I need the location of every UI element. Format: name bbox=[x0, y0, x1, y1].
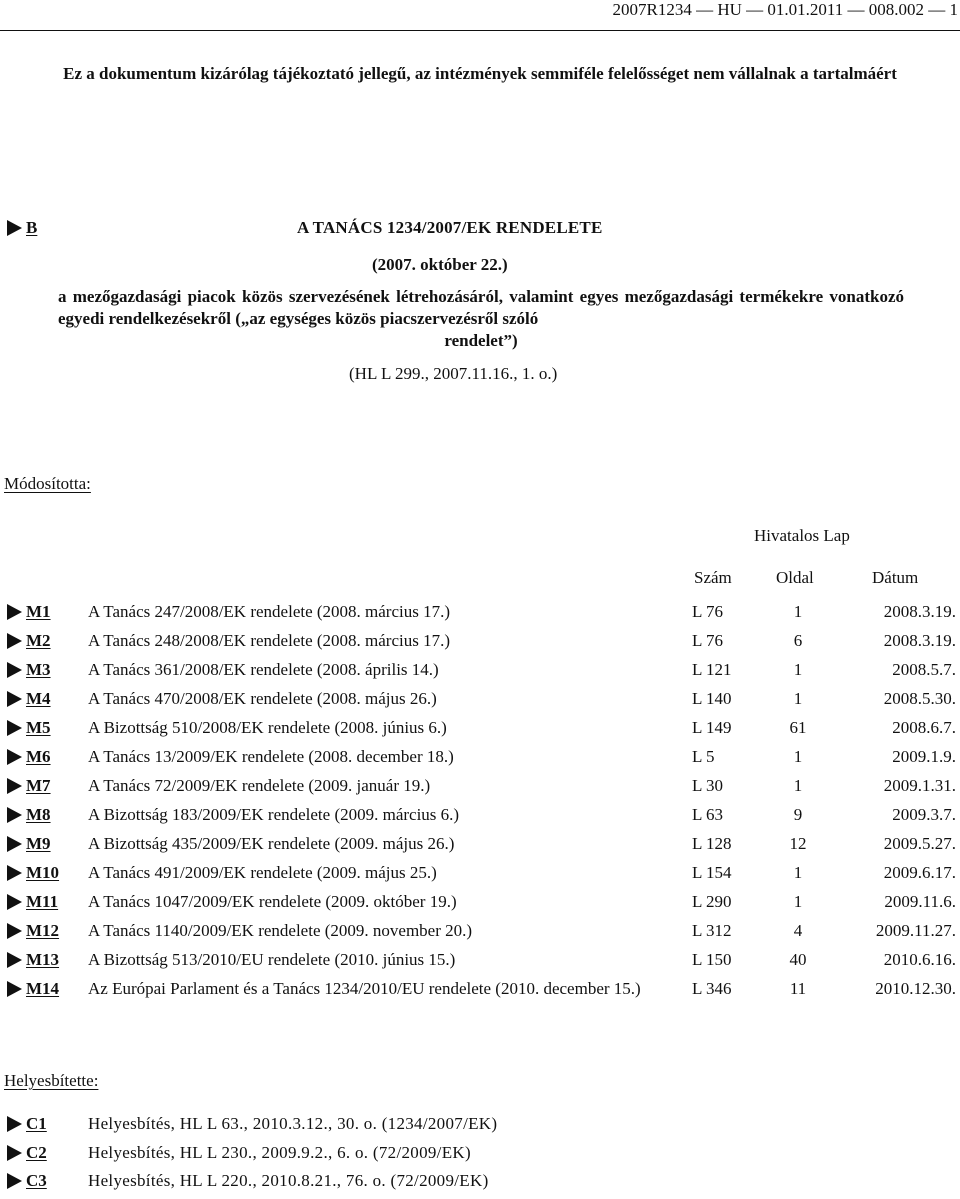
oj-number: L 312 bbox=[692, 921, 732, 940]
oj-number: L 290 bbox=[692, 892, 732, 911]
amendment-marker[interactable] bbox=[7, 834, 51, 854]
amendment-description: A Tanács 361/2008/EK rendelete (2008. április 14.) bbox=[88, 660, 439, 679]
oj-date: 2009.11.27. bbox=[875, 921, 956, 940]
pointer-triangle-icon bbox=[7, 952, 22, 968]
amendment-marker[interactable] bbox=[7, 863, 59, 883]
oj-number: L 150 bbox=[692, 950, 732, 969]
oj-page: 12 bbox=[789, 834, 807, 853]
correction-marker[interactable] bbox=[7, 1143, 47, 1163]
oj-number: L 30 bbox=[692, 776, 724, 795]
amendment-marker[interactable] bbox=[7, 892, 58, 912]
oj-number: L 76 bbox=[692, 602, 724, 621]
amendment-row bbox=[0, 892, 960, 920]
oj-number: L 154 bbox=[692, 863, 732, 882]
marker-code: M2 bbox=[26, 631, 51, 650]
oj-number: L 63 bbox=[692, 805, 724, 824]
oj-number: L 76 bbox=[692, 631, 724, 650]
amendment-marker[interactable] bbox=[7, 747, 51, 767]
amendment-marker[interactable] bbox=[7, 979, 59, 999]
oj-number: L 346 bbox=[692, 979, 732, 998]
oj-page: 1 bbox=[793, 776, 803, 795]
amended-by-label: Módosította: bbox=[4, 474, 91, 493]
pointer-triangle-icon bbox=[7, 720, 22, 736]
amendment-description: A Tanács 72/2009/EK rendelete (2009. január 19.) bbox=[88, 776, 431, 795]
correction-marker[interactable] bbox=[7, 1114, 47, 1134]
oj-page: 4 bbox=[793, 921, 803, 940]
marker-code: M14 bbox=[26, 979, 60, 998]
act-title: A TANÁCS 1234/2007/EK RENDELETE bbox=[297, 218, 603, 237]
pointer-triangle-icon bbox=[7, 662, 22, 678]
amendment-row bbox=[0, 921, 960, 949]
amendment-row bbox=[0, 718, 960, 746]
amendment-marker[interactable] bbox=[7, 602, 51, 622]
amendment-row bbox=[0, 805, 960, 833]
marker-b[interactable] bbox=[7, 218, 37, 238]
amendment-row bbox=[0, 747, 960, 775]
oj-page: 6 bbox=[793, 631, 803, 650]
official-journal-reference: (HL L 299., 2007.11.16., 1. o.) bbox=[349, 364, 558, 383]
amendment-description: A Bizottság 510/2008/EK rendelete (2008. június 6.) bbox=[88, 718, 447, 737]
act-subtitle-main: a mezőgazdasági piacok közös szervezésének létrehozásáról, valamint egyes mezőgazdasági termékekre vonatkozó egyedi rendelkezésekről („az egységes közös piacszervezésről szóló bbox=[58, 287, 904, 328]
correction-text: Helyesbítés, HL L 220., 2010.8.21., 76. o. (72/2009/EK) bbox=[88, 1171, 489, 1190]
amendment-row bbox=[0, 979, 960, 1007]
pointer-triangle-icon bbox=[7, 1173, 22, 1189]
oj-date: 2009.5.27. bbox=[883, 834, 956, 853]
oj-date: 2009.3.7. bbox=[892, 805, 956, 824]
marker-code: M11 bbox=[26, 892, 59, 911]
correction-text: Helyesbítés, HL L 63., 2010.3.12., 30. o. (1234/2007/EK) bbox=[88, 1114, 498, 1133]
marker-code: M1 bbox=[26, 602, 51, 621]
oj-page: 61 bbox=[789, 718, 807, 737]
amendment-marker[interactable] bbox=[7, 660, 51, 680]
act-subtitle bbox=[58, 286, 904, 352]
marker-code: M4 bbox=[26, 689, 51, 708]
pointer-triangle-icon bbox=[7, 1145, 22, 1161]
oj-date: 2008.6.7. bbox=[892, 718, 956, 737]
oj-page: 11 bbox=[789, 979, 807, 998]
oj-date: 2008.3.19. bbox=[883, 602, 956, 621]
pointer-triangle-icon bbox=[7, 220, 22, 236]
amendment-marker[interactable] bbox=[7, 718, 51, 738]
amendment-marker[interactable] bbox=[7, 805, 51, 825]
oj-page: 1 bbox=[793, 747, 803, 766]
marker-code: M12 bbox=[26, 921, 60, 940]
amendment-row bbox=[0, 631, 960, 659]
amendment-description: A Tanács 248/2008/EK rendelete (2008. március 17.) bbox=[88, 631, 451, 650]
amendment-description: A Tanács 1140/2009/EK rendelete (2009. november 20.) bbox=[88, 921, 473, 940]
oj-page: 40 bbox=[789, 950, 807, 969]
pointer-triangle-icon bbox=[7, 749, 22, 765]
marker-code: M9 bbox=[26, 834, 51, 853]
oj-date: 2009.1.9. bbox=[892, 747, 956, 766]
marker-code: M13 bbox=[26, 950, 60, 969]
oj-page: 1 bbox=[793, 689, 803, 708]
oj-page: 1 bbox=[793, 863, 803, 882]
amendment-description: A Tanács 470/2008/EK rendelete (2008. május 26.) bbox=[88, 689, 437, 708]
pointer-triangle-icon bbox=[7, 604, 22, 620]
amendment-row bbox=[0, 602, 960, 630]
amendment-description: A Bizottság 435/2009/EK rendelete (2009. május 26.) bbox=[88, 834, 455, 853]
oj-number: L 149 bbox=[692, 718, 732, 737]
marker-code: M3 bbox=[26, 660, 51, 679]
disclaimer-text: Ez a dokumentum kizárólag tájékoztató jellegű, az intézmények semmiféle felelősséget nem vállalnak a tartalmáért bbox=[63, 64, 897, 83]
marker-code: M8 bbox=[26, 805, 51, 824]
column-header-number: Szám bbox=[694, 568, 732, 587]
correction-row bbox=[0, 1171, 960, 1199]
amendment-marker[interactable] bbox=[7, 689, 51, 709]
oj-page: 1 bbox=[793, 660, 803, 679]
amendment-row bbox=[0, 660, 960, 688]
amendment-marker[interactable] bbox=[7, 950, 59, 970]
amendment-marker[interactable] bbox=[7, 921, 59, 941]
oj-date: 2010.6.16. bbox=[883, 950, 956, 969]
act-subtitle-last: rendelet”) bbox=[444, 331, 518, 350]
marker-code: M10 bbox=[26, 863, 60, 882]
pointer-triangle-icon bbox=[7, 981, 22, 997]
correction-row bbox=[0, 1114, 960, 1142]
pointer-triangle-icon bbox=[7, 1116, 22, 1132]
oj-date: 2009.6.17. bbox=[883, 863, 956, 882]
header-rule bbox=[0, 30, 960, 31]
oj-number: L 128 bbox=[692, 834, 732, 853]
pointer-triangle-icon bbox=[7, 923, 22, 939]
document-id-header: 2007R1234 — HU — 01.01.2011 — 008.002 — 1 bbox=[612, 0, 958, 19]
amendment-marker[interactable] bbox=[7, 631, 51, 651]
oj-date: 2008.3.19. bbox=[883, 631, 956, 650]
correction-row bbox=[0, 1143, 960, 1171]
marker-code: C2 bbox=[26, 1143, 47, 1162]
column-header-page: Oldal bbox=[776, 568, 814, 587]
pointer-triangle-icon bbox=[7, 894, 22, 910]
amendment-description: A Tanács 1047/2009/EK rendelete (2009. október 19.) bbox=[88, 892, 457, 911]
oj-date: 2010.12.30. bbox=[875, 979, 956, 998]
correction-marker[interactable] bbox=[7, 1171, 47, 1191]
oj-date: 2009.1.31. bbox=[883, 776, 956, 795]
marker-code: C3 bbox=[26, 1171, 47, 1190]
marker-code: M7 bbox=[26, 776, 51, 795]
oj-number: L 5 bbox=[692, 747, 715, 766]
pointer-triangle-icon bbox=[7, 836, 22, 852]
act-date: (2007. október 22.) bbox=[372, 255, 508, 274]
correction-text: Helyesbítés, HL L 230., 2009.9.2., 6. o. (72/2009/EK) bbox=[88, 1143, 471, 1162]
pointer-triangle-icon bbox=[7, 865, 22, 881]
oj-number: L 140 bbox=[692, 689, 732, 708]
amendment-description: A Tanács 247/2008/EK rendelete (2008. március 17.) bbox=[88, 602, 451, 621]
amendment-description: A Bizottság 513/2010/EU rendelete (2010. június 15.) bbox=[88, 950, 456, 969]
pointer-triangle-icon bbox=[7, 691, 22, 707]
amendment-description: Az Európai Parlament és a Tanács 1234/2010/EU rendelete (2010. december 15.) bbox=[88, 979, 641, 998]
column-header-date: Dátum bbox=[872, 568, 919, 587]
oj-page: 1 bbox=[793, 892, 803, 911]
amendment-row bbox=[0, 863, 960, 891]
oj-date: 2008.5.7. bbox=[892, 660, 956, 679]
official-journal-header: Hivatalos Lap bbox=[754, 526, 850, 545]
oj-number: L 121 bbox=[692, 660, 732, 679]
amendment-description: A Tanács 13/2009/EK rendelete (2008. december 18.) bbox=[88, 747, 454, 766]
pointer-triangle-icon bbox=[7, 807, 22, 823]
amendment-row bbox=[0, 776, 960, 804]
amendment-description: A Tanács 491/2009/EK rendelete (2009. május 25.) bbox=[88, 863, 437, 882]
pointer-triangle-icon bbox=[7, 778, 22, 794]
oj-page: 9 bbox=[793, 805, 803, 824]
amendment-description: A Bizottság 183/2009/EK rendelete (2009. március 6.) bbox=[88, 805, 460, 824]
marker-code: C1 bbox=[26, 1114, 47, 1133]
pointer-triangle-icon bbox=[7, 633, 22, 649]
amendment-row bbox=[0, 834, 960, 862]
amendment-marker[interactable] bbox=[7, 776, 51, 796]
marker-code: M6 bbox=[26, 747, 51, 766]
marker-code: M5 bbox=[26, 718, 51, 737]
amendment-row bbox=[0, 950, 960, 978]
oj-date: 2008.5.30. bbox=[883, 689, 956, 708]
amendment-row bbox=[0, 689, 960, 717]
oj-page: 1 bbox=[793, 602, 803, 621]
oj-date: 2009.11.6. bbox=[884, 892, 956, 911]
marker-code: B bbox=[26, 218, 38, 237]
corrected-by-label: Helyesbítette: bbox=[4, 1071, 99, 1090]
